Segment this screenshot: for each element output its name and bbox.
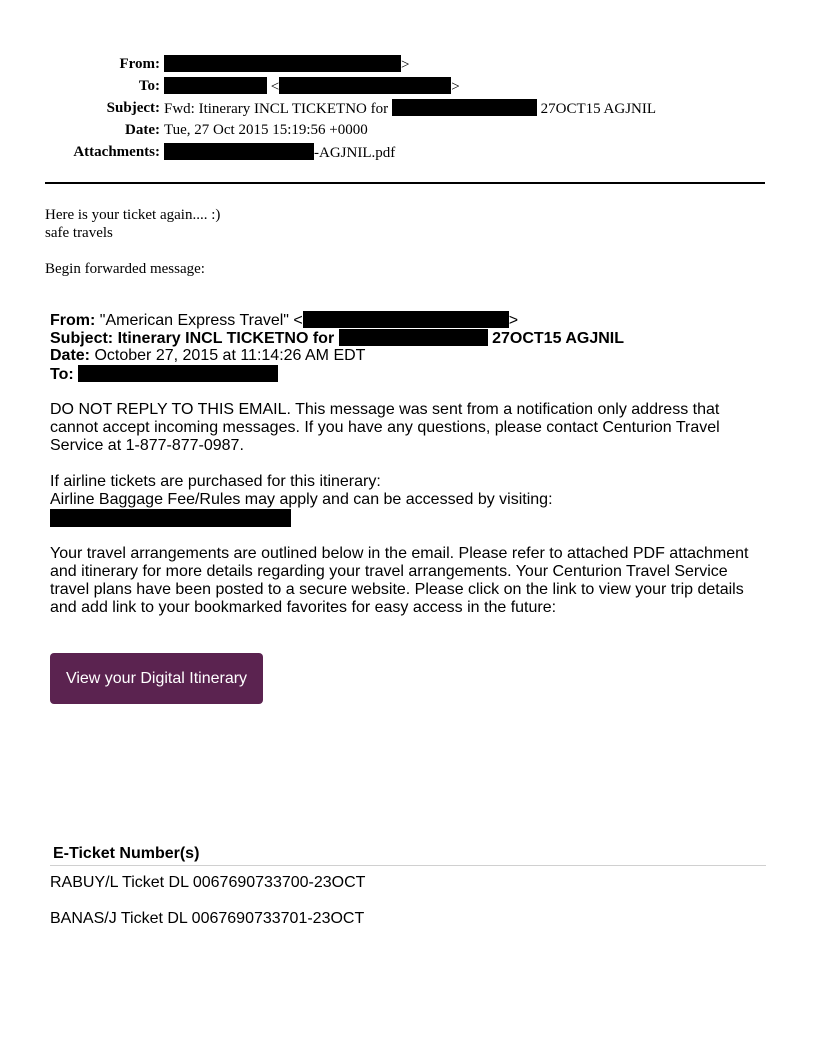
- fw-from-suffix: >: [508, 312, 519, 329]
- subject-suffix: 27OCT15 AGJNIL: [540, 101, 657, 117]
- fw-date-value: October 27, 2015 at 11:14:26 AM EDT: [94, 347, 366, 364]
- intro-line-2: safe travels: [45, 225, 113, 241]
- fw-date-row: [50, 347, 770, 365]
- redacted-block: [164, 55, 401, 72]
- attachments-label: Attachments:: [73, 144, 160, 160]
- to-label: To:: [138, 78, 160, 94]
- redacted-block: [303, 311, 509, 328]
- fw-subject-label: Subject: Itinerary INCL TICKETNO for: [50, 330, 335, 347]
- redacted-block: [279, 77, 451, 94]
- intro-message: [45, 206, 220, 242]
- subject-label: Subject:: [106, 100, 160, 116]
- from-suffix: >: [401, 57, 410, 73]
- redacted-block: [164, 143, 314, 160]
- to-mid: <: [270, 79, 280, 95]
- forwarded-header: [50, 311, 770, 383]
- arrangements-line-2: and itinerary for more details regarding your travel arrangements. Your Centurion Travel Service: [50, 563, 728, 580]
- ticket-line: RABUY/L Ticket DL 0067690733700-23OCT: [50, 874, 366, 891]
- eticket-heading: E-Ticket Number(s): [53, 845, 200, 862]
- fw-to-row: [50, 365, 770, 383]
- redacted-block: [78, 365, 278, 382]
- notice-paragraph: [50, 401, 765, 455]
- fw-to-label: To:: [50, 366, 74, 383]
- ticket-line: BANAS/J Ticket DL 0067690733701-23OCT: [50, 910, 365, 927]
- fw-from-row: [50, 311, 770, 329]
- view-digital-itinerary-button[interactable]: View your Digital Itinerary: [50, 653, 263, 704]
- redacted-link[interactable]: [50, 509, 291, 527]
- fw-from-label: From:: [50, 312, 96, 329]
- fw-subject-row: [50, 329, 770, 347]
- redacted-block: [164, 77, 267, 94]
- arrangements-line-1: Your travel arrangements are outlined below in the email. Please refer to attached PDF attachment: [50, 545, 749, 562]
- eticket-divider: [50, 865, 766, 866]
- fw-date-label: Date:: [50, 347, 91, 364]
- attachment-suffix: -AGJNIL.pdf: [314, 145, 396, 161]
- header-divider: [45, 182, 765, 184]
- arrangements-line-4: and add link to your bookmarked favorites for easy access in the future:: [50, 599, 557, 616]
- to-suffix: >: [451, 79, 460, 95]
- forwarded-label: Begin forwarded message:: [45, 261, 205, 277]
- redacted-block: [392, 99, 537, 116]
- fw-subject-suffix: 27OCT15 AGJNIL: [492, 330, 624, 347]
- intro-line-1: Here is your ticket again.... :): [45, 207, 221, 223]
- notice-line-1: DO NOT REPLY TO THIS EMAIL. This message was sent from a notification only address that: [50, 401, 720, 418]
- attachment-link[interactable]: [164, 143, 395, 162]
- notice-line-3: Service at 1-877-877-0987.: [50, 437, 244, 454]
- fw-from-name: "American Express Travel" <: [99, 312, 303, 329]
- date-label: Date:: [125, 122, 160, 138]
- arrangements-paragraph: [50, 545, 765, 617]
- baggage-line-2: Airline Baggage Fee/Rules may apply and can be accessed by visiting:: [50, 491, 553, 508]
- subject-prefix: Fwd: Itinerary INCL TICKETNO for: [164, 101, 389, 117]
- from-label: From:: [119, 56, 160, 72]
- baggage-line-1: If airline tickets are purchased for this itinerary:: [50, 473, 381, 490]
- baggage-paragraph: [50, 473, 765, 529]
- arrangements-line-3: travel plans have been posted to a secure website. Please click on the link to view your trip details: [50, 581, 744, 598]
- redacted-block: [339, 329, 488, 346]
- notice-line-2: cannot accept incoming messages. If you have any questions, please contact Centurion Travel: [50, 419, 720, 436]
- date-value: Tue, 27 Oct 2015 15:19:56 +0000: [164, 122, 368, 138]
